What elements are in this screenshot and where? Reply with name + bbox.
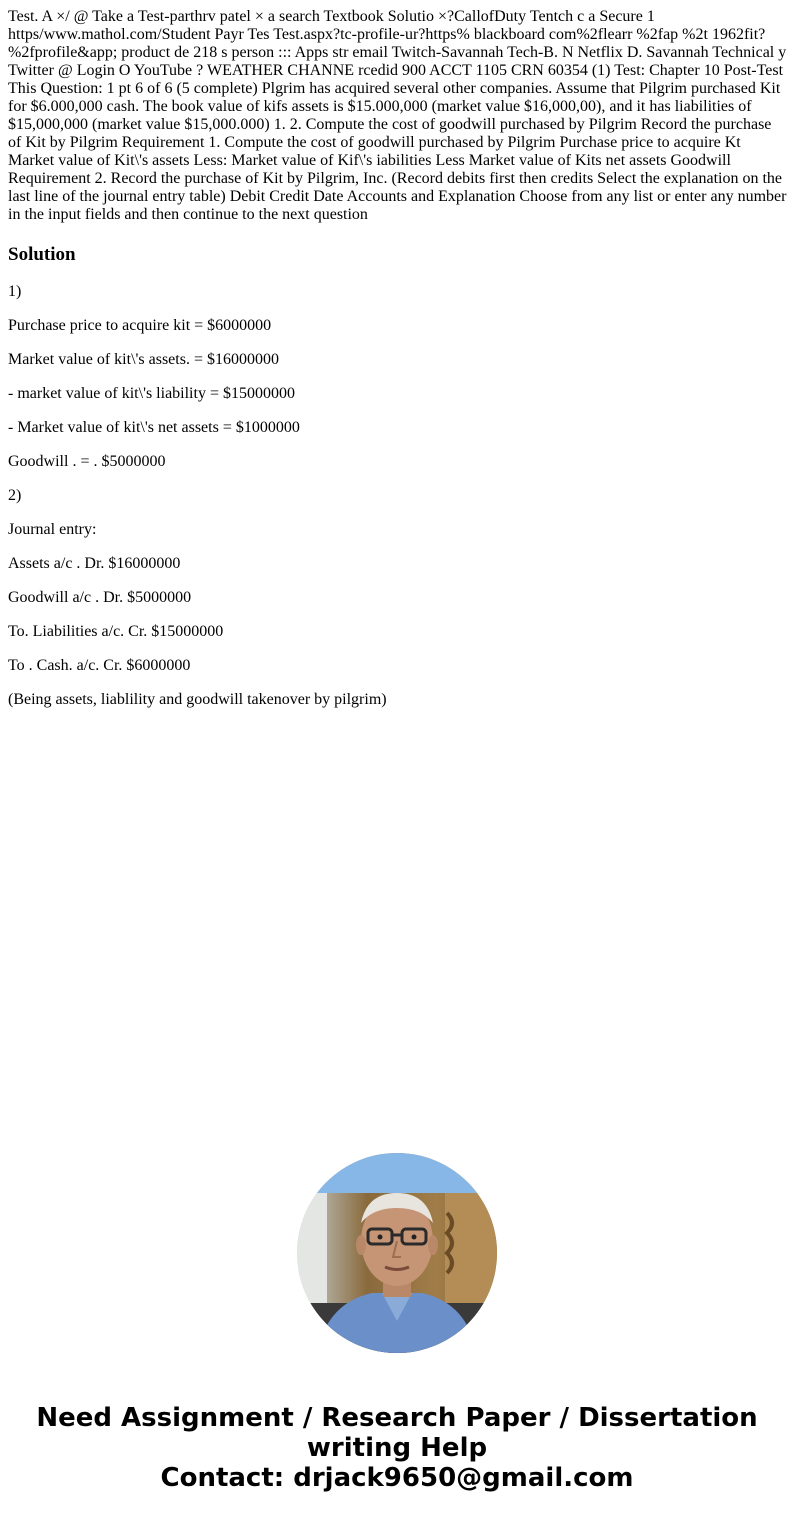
footer-line-contact: Contact: drjack9650@gmail.com bbox=[160, 1463, 634, 1493]
solution-line-assets-debit: Assets a/c . Dr. $16000000 bbox=[8, 555, 181, 572]
solution-heading: Solution bbox=[8, 244, 76, 265]
solution-line-purchase-price: Purchase price to acquire kit = $6000000 bbox=[8, 317, 272, 334]
solution-line-liabilities-credit: To. Liabilities a/c. Cr. $15000000 bbox=[8, 623, 224, 640]
solution-line-part2-label: 2) bbox=[8, 487, 22, 504]
solution-line-narration: (Being assets, liablility and goodwill takenover by pilgrim) bbox=[8, 691, 387, 708]
solution-line-net-assets: - Market value of kit\'s net assets = $1000000 bbox=[8, 419, 300, 436]
solution-body bbox=[8, 283, 788, 709]
question-text: Test. A ×/ @ Take a Test-parthrv patel × a search Textbook Solutio ×?CallofDuty Tentch c a Secure 1 https/www.mathol.com/Student Payr Tes Test.aspx?tc-profile-ur?https% blackboard com%2flearr %2fap %2t 1962fit?%2fprofile&app; product de 218 s person ::: Apps str email Twitch-Savannah Tech-B. N Netflix D. Savannah Technical y Twitter @ Login O YouTube ? WEATHER CHANNE rcedid 900 ACCT 1105 CRN 60354 (1) Test: Chapter 10 Post-Test This Question: 1 pt 6 of 6 (5 complete) Plgrim has acquired several other companies. Assume that Pilgrim purchased Kit for $6.000,000 cash. The book value of kifs assets is $15.000,000 (market value $16,000,00), and it has liabilities of $15,000,000 (market value $15,000.000) 1. 2. Compute the cost of goodwill purchased by Pilgrim Record the purchase of Kit by Pilgrim Requirement 1. Compute the cost of goodwill purchased by Pilgrim Purchase price to acquire Kt Market value of Kit\'s assets Less: Market value of Kif\'s iabilities Less Market value of Kits net assets Goodwill Requirement 2. Record the purchase of Kit by Pilgrim, Inc. (Record debits first then credits Select the explanation on the last line of the journal entry table) Debit Credit Date Accounts and Explanation Choose from any list or enter any number in the input fields and then continue to the next question bbox=[8, 8, 787, 223]
solution-line-part1-label: 1) bbox=[8, 283, 22, 300]
footer-banner bbox=[0, 1403, 794, 1493]
solution-line-market-liability: - market value of kit\'s liability = $15000000 bbox=[8, 385, 295, 402]
avatar bbox=[297, 1153, 497, 1353]
solution-line-cash-credit: To . Cash. a/c. Cr. $6000000 bbox=[8, 657, 191, 674]
solution-line-journal-title: Journal entry: bbox=[8, 521, 97, 538]
solution-line-market-assets: Market value of kit\'s assets. = $16000000 bbox=[8, 351, 279, 368]
solution-line-goodwill: Goodwill . = . $5000000 bbox=[8, 453, 166, 470]
person-photo-icon bbox=[297, 1153, 497, 1353]
footer-line-writing-help: writing Help bbox=[306, 1433, 488, 1463]
document-body bbox=[8, 8, 788, 725]
footer-line-assignment: Need Assignment / Research Paper / Dissertation bbox=[36, 1403, 758, 1433]
solution-line-goodwill-debit: Goodwill a/c . Dr. $5000000 bbox=[8, 589, 192, 606]
